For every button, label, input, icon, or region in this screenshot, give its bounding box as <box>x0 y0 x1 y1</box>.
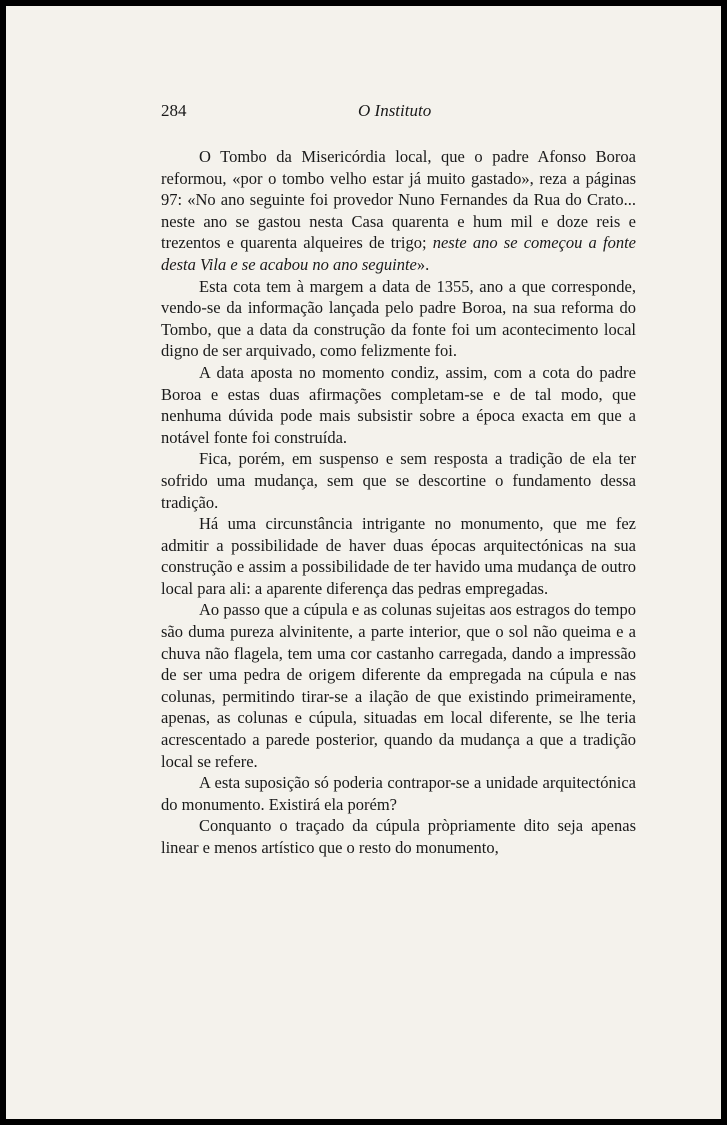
paragraph-3: A data aposta no momento condiz, assim, com a cota do padre Boroa e estas duas afirmações completam-se e de tal modo, que nenhuma dúvida pode mais subsistir sobre a época exacta em que a notável fonte foi construída. <box>161 362 636 447</box>
paragraph-1-text-a: O Tombo da Misericórdia local, que o padre Afonso Boroa reformou, «por o tombo velho estar já muito gastado», reza a páginas 97: «No ano seguinte foi provedor Nuno Fernandes da Rua do Crato... neste ano se gastou nesta Casa quarenta e hum mil e doze reis e trezentos e quarenta alqueires de trigo; <box>161 147 636 253</box>
paragraph-8: Conquanto o traçado da cúpula pròpriamente dito seja apenas linear e menos artístico que o resto do monumento, <box>161 816 636 857</box>
paragraph-7: A esta suposição só poderia contrapor-se a unidade arquitectónica do monumento. Existirá ela porém? <box>161 773 636 814</box>
paragraph-2: Esta cota tem à margem a data de 1355, ano a que corresponde, vendo-se da informação lançada pelo padre Boroa, na sua reforma do Tombo, que a data da construção da fonte foi um acontecimento local digno de ser arquivado, como felizmente foi. <box>161 276 636 361</box>
page-header <box>6 101 721 123</box>
body-text <box>161 146 636 859</box>
paragraph-5: Há uma circunstância intrigante no monumento, que me fez admitir a possibilidade de haver duas épocas arquitectónicas na sua construção e assim a possibilidade de ter havido uma mudança de outro local para ali: a aparente diferença das pedras empregadas. <box>161 514 636 598</box>
paragraph-1-quote-italic: neste ano se começou a fonte desta Vila e se acabou no ano seguinte <box>161 233 636 274</box>
book-page <box>6 6 721 1119</box>
running-title: O Instituto <box>358 101 432 120</box>
page-number: 284 <box>161 101 187 120</box>
paragraph-4: Fica, porém, em suspenso e sem resposta a tradição de ela ter sofrido uma mudança, sem que se descortine o fundamento dessa tradição. <box>161 449 636 512</box>
paragraph-1 <box>161 146 636 276</box>
paragraph-6: Ao passo que a cúpula e as colunas sujeitas aos estragos do tempo são duma pureza alvinitente, a parte interior, que o sol não queima e a chuva não flagela, tem uma cor castanho carregada, dando a impressão de ser uma pedra de origem diferente da empregada na cúpula e nas colunas, permitindo tirar-se a ilação de que existindo primeiramente, apenas, as colunas e cúpula, situadas em local diferente, se lhe teria acrescentado a parede posterior, quando da mudança a que a tradição local se refere. <box>161 600 636 771</box>
paragraph-1-text-c: ». <box>416 254 430 274</box>
